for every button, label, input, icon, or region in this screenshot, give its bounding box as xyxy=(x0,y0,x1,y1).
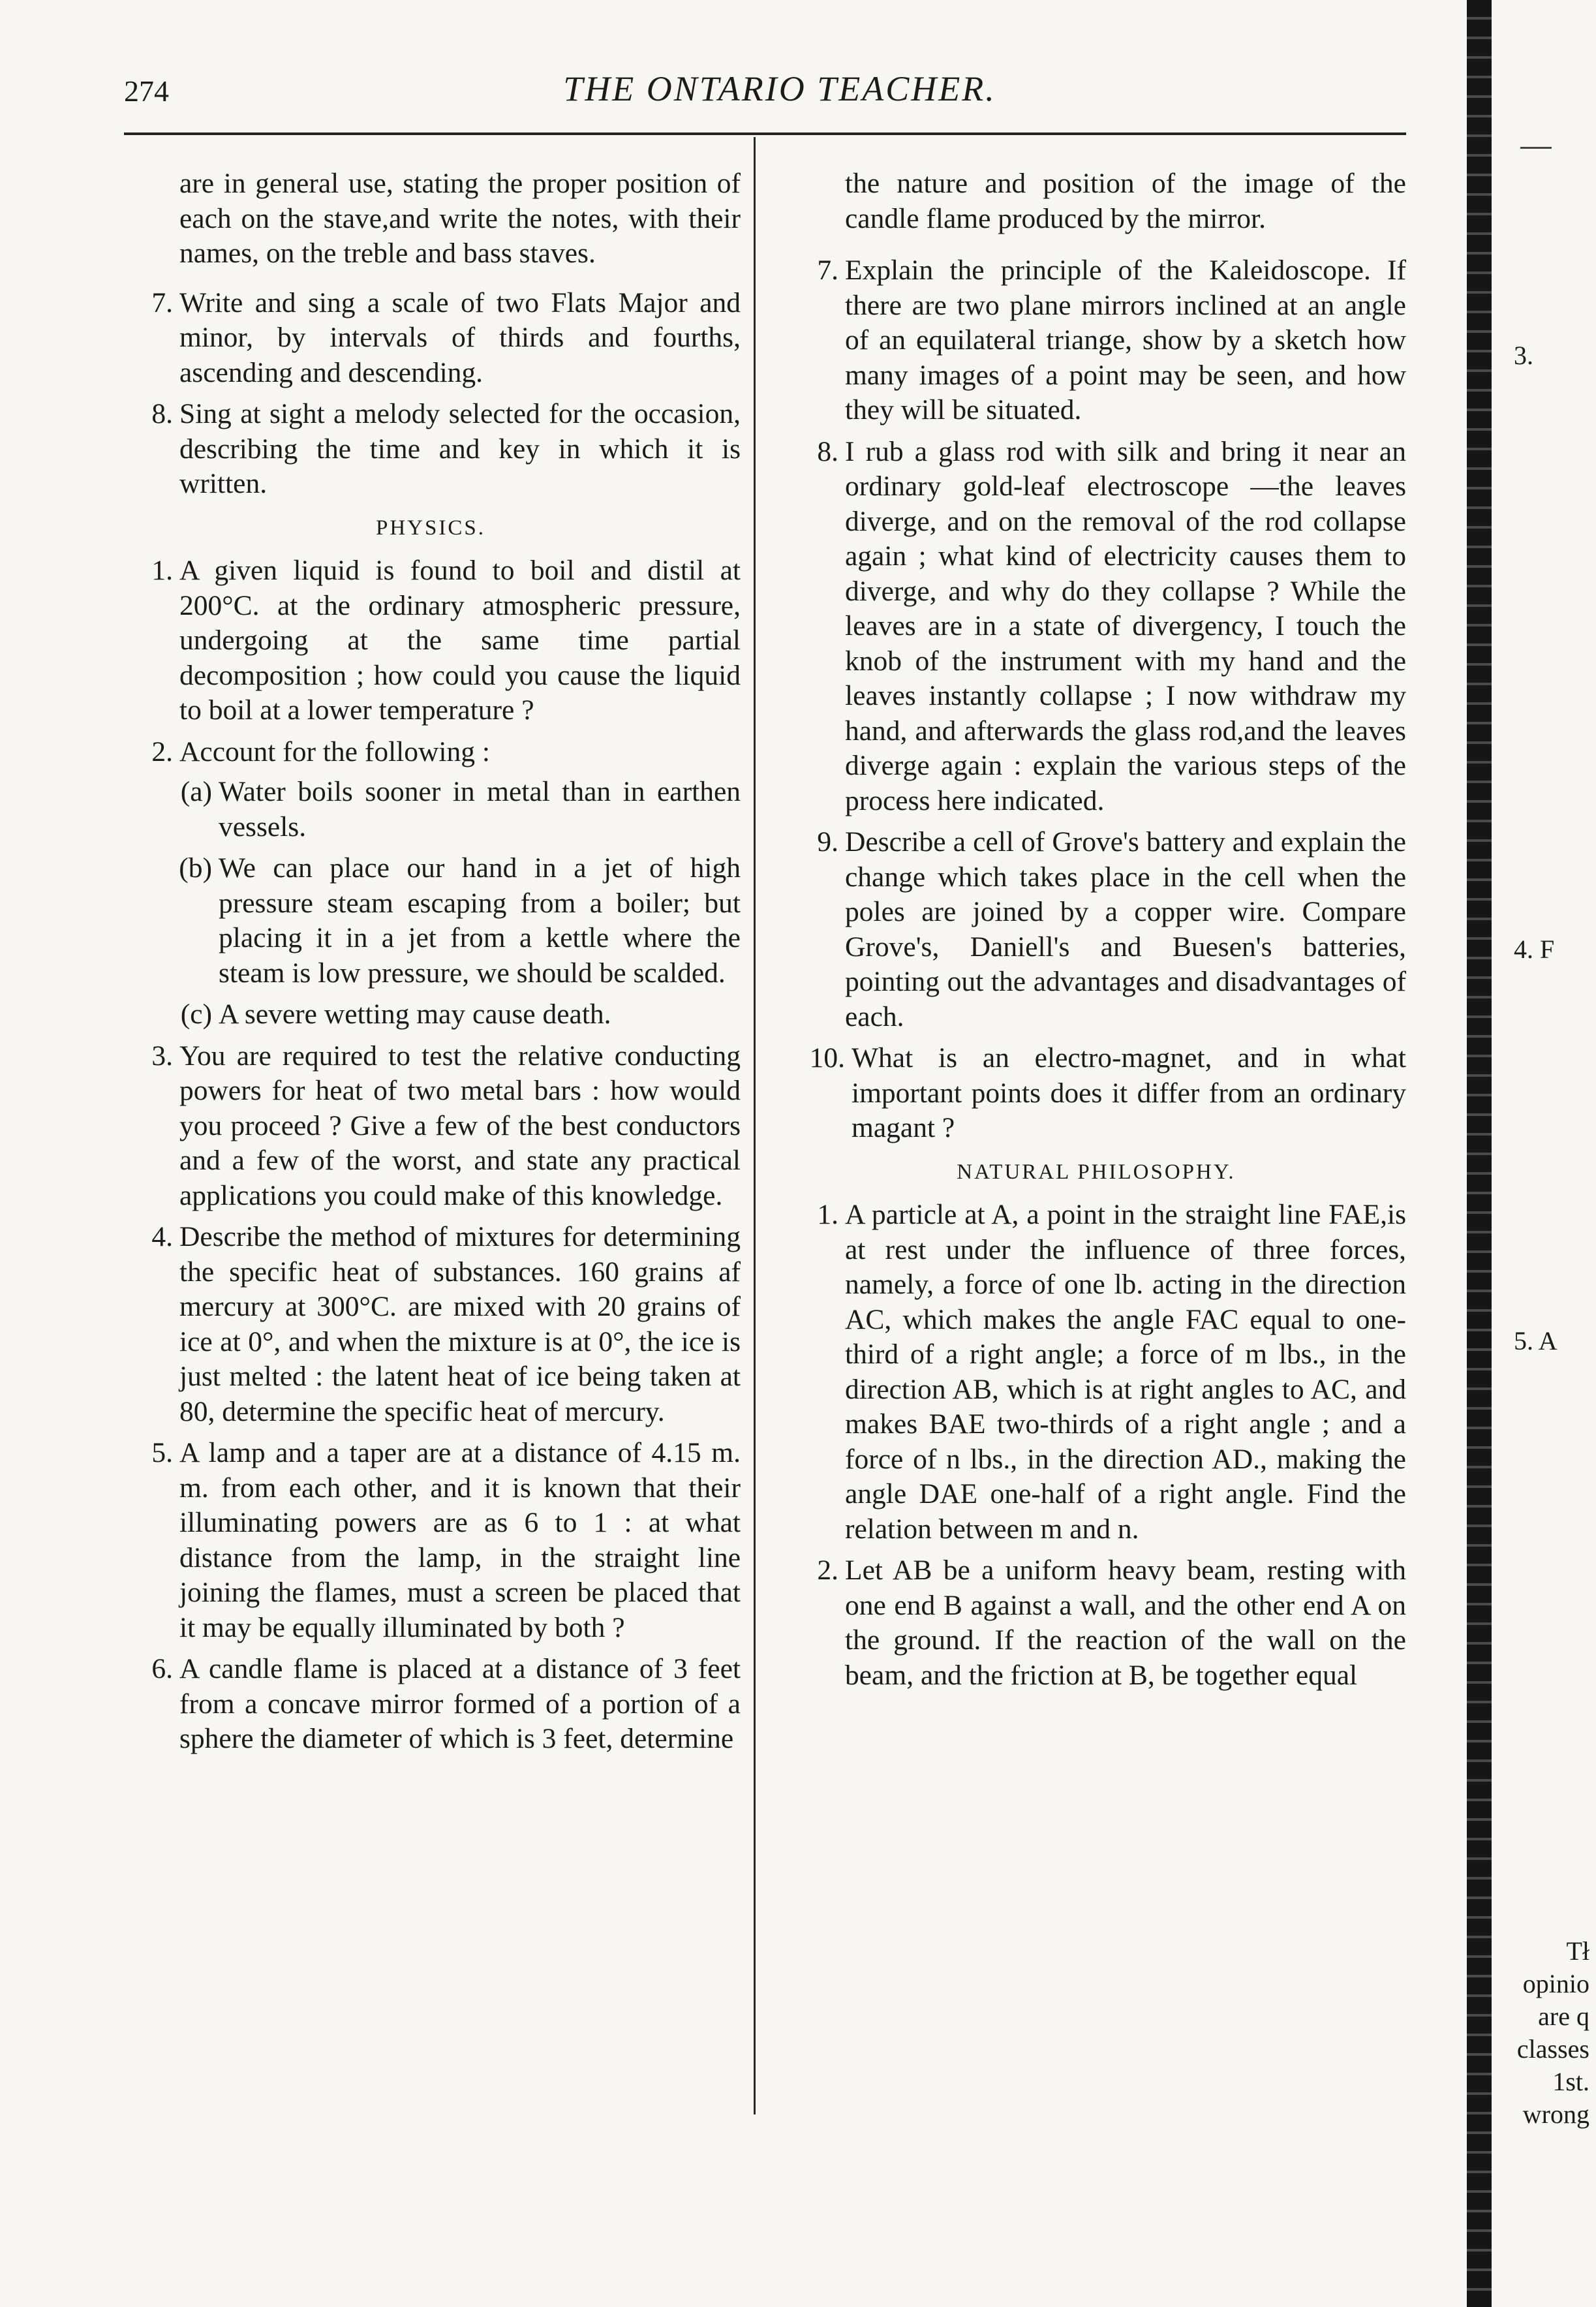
question-text: A given liquid is found to boil and distil at 200°C. at the ordinary atmospheric pressure, undergoing at the same time partial decomposition ; how could you cause the liquid to boil at a lower temperature ? xyxy=(179,555,741,726)
question-number: 3. xyxy=(151,1040,173,1072)
continuation-text: are in general use, stating the proper position of each on the stave,and write the notes, with their names, on the treble and bass staves. xyxy=(179,168,741,269)
question-item xyxy=(786,1553,1406,1693)
question-item xyxy=(121,397,741,502)
question-text: A lamp and a taper are at a distance of 4.15 m. m. from each other, and it is known that their illuminating powers are as 6 to 1 : at what distance from the lamp, in the straight line joining the flames, must a screen be placed that it may be equally illuminated by both ? xyxy=(179,1437,741,1643)
right-column xyxy=(786,166,1406,1699)
sub-question xyxy=(121,851,741,991)
question-item xyxy=(121,1436,741,1645)
question-text: Sing at sight a melody selected for the occasion, describing the time and key in which it is written. xyxy=(179,398,741,499)
question-number: 10. xyxy=(809,1042,845,1074)
sub-question xyxy=(121,775,741,844)
binding-edge xyxy=(1467,0,1492,2307)
question-text: I rub a glass rod with silk and bring it near an ordinary gold-leaf electroscope —the leaves diverge, and on the removal of the rod collapse again ; what kind of electricity causes them to diverge, and why do they collapse ? While the leaves are in a state of divergency, I touch the knob of the instrument with my hand and the leaves instantly collapse ; I now withdraw my hand, and afterwards the glass rod,and the leaves diverge again : explain the various steps of the process here indicated. xyxy=(845,435,1406,816)
sub-question-text: Water boils sooner in metal than in earthen vessels. xyxy=(219,776,741,843)
sub-question-text: A severe wetting may cause death. xyxy=(219,999,611,1030)
question-number: 2. xyxy=(151,735,173,767)
page-header xyxy=(124,69,1435,121)
question-item xyxy=(121,1652,741,1757)
margin-dash xyxy=(1520,147,1552,149)
question-text: Account for the following : xyxy=(179,735,490,767)
question-number: 5. xyxy=(151,1437,173,1468)
margin-number: 3. xyxy=(1514,341,1533,370)
margin-fragment: wrong xyxy=(1522,2099,1589,2129)
question-text: Let AB be a uniform heavy beam, resting with one end B against a wall, and the other end A on the ground. If the reaction of the wall on the beam, and the friction at B, be together equal xyxy=(845,1555,1406,1691)
question-item xyxy=(786,253,1406,428)
question-text: Describe the method of mixtures for determining the specific heat of substances. 160 grains af mercury at 300°C. are mixed with 20 grains of ice at 0°, and when the mixture is at 0°, the ice is just melted : the latent heat of ice being taken at 80, determine the specific heat of mercury. xyxy=(179,1221,741,1427)
question-text: Describe a cell of Grove's battery and explain the change which takes place in the cell when the poles are joined by a copper wire. Compare Grove's, Daniell's and Buesen's batteries, pointing out the advantages and disadvantages of each. xyxy=(845,826,1406,1032)
question-number: 7. xyxy=(817,255,838,286)
question-item xyxy=(121,735,741,770)
header-rule xyxy=(124,132,1406,135)
question-number: 9. xyxy=(817,826,838,858)
sub-question-label: (c) xyxy=(180,999,212,1030)
question-item xyxy=(786,825,1406,1034)
question-number: 2. xyxy=(817,1555,838,1586)
margin-fragment: classes xyxy=(1516,2034,1589,2064)
question-item xyxy=(121,1220,741,1429)
question-number: 8. xyxy=(817,435,838,467)
margin-number: 4. F xyxy=(1514,935,1555,964)
sub-question xyxy=(121,997,741,1032)
margin-fragment: Tł xyxy=(1566,1936,1589,1966)
margin-fragment: are q xyxy=(1538,2002,1589,2031)
question-text: You are required to test the relative conducting powers for heat of two metal bars : how would you proceed ? Give a few of the best conductors and a few of the worst, and state any practical applications you could make of this knowledge. xyxy=(179,1040,741,1211)
question-item xyxy=(121,286,741,391)
section-heading-physics: PHYSICS. xyxy=(376,516,485,540)
question-number: 8. xyxy=(151,398,173,429)
page-number: 274 xyxy=(124,74,169,108)
question-text: Write and sing a scale of two Flats Major and minor, by intervals of thirds and fourths, ascending and descending. xyxy=(179,286,741,388)
question-text: What is an electro-magnet, and in what important points does it differ from an ordinary magant ? xyxy=(852,1042,1406,1143)
margin-number: 5. A xyxy=(1514,1326,1558,1355)
question-text: Explain the principle of the Kaleidoscope. If there are two plane mirrors inclined at an angle of an equilateral triange, show by a sketch how many images of a point may be seen, and how they will be situated. xyxy=(845,255,1406,426)
continuation-text: the nature and position of the image of the candle flame produced by the mirror. xyxy=(845,168,1406,234)
question-item xyxy=(121,1039,741,1214)
question-item xyxy=(786,435,1406,819)
margin-fragments xyxy=(1498,1935,1589,2131)
sub-question-label: (a) xyxy=(180,776,212,807)
question-text: A particle at A, a point in the straight line FAE,is at rest under the influence of three forces, namely, a force of one lb. acting in the direction AC, which makes the angle FAC equal to one-third of a right angle; a force of m lbs., in the direction AB, which is at right angles to AC, and makes BAE two-thirds of a right angle ; and a force of n lbs., in the direction AD., making the angle DAE one-half of a right angle. Find the relation between m and n. xyxy=(845,1199,1406,1545)
column-divider xyxy=(754,137,756,2114)
margin-fragment: 1st. xyxy=(1552,2067,1589,2096)
question-number: 1. xyxy=(817,1199,838,1230)
question-item xyxy=(786,1198,1406,1547)
question-number: 1. xyxy=(151,555,173,586)
sub-question-label: (b) xyxy=(179,852,212,884)
question-item xyxy=(121,553,741,728)
question-number: 7. xyxy=(151,286,173,318)
left-column xyxy=(121,166,741,1763)
sub-question-text: We can place our hand in a jet of high pressure steam escaping from a boiler; but placing it in a jet from a kettle where the steam is low pressure, we should be scalded. xyxy=(219,852,741,989)
running-title: THE ONTARIO TEACHER. xyxy=(563,69,996,108)
section-heading-natural-philosophy: NATURAL PHILOSOPHY. xyxy=(957,1160,1236,1184)
question-item xyxy=(786,1041,1406,1146)
question-text: A candle flame is placed at a distance of 3 feet from a concave mirror formed of a portion of a sphere the diameter of which is 3 feet, determine xyxy=(179,1653,741,1754)
margin-fragment: opinio xyxy=(1522,1969,1589,1998)
question-number: 4. xyxy=(151,1221,173,1252)
question-number: 6. xyxy=(151,1653,173,1684)
